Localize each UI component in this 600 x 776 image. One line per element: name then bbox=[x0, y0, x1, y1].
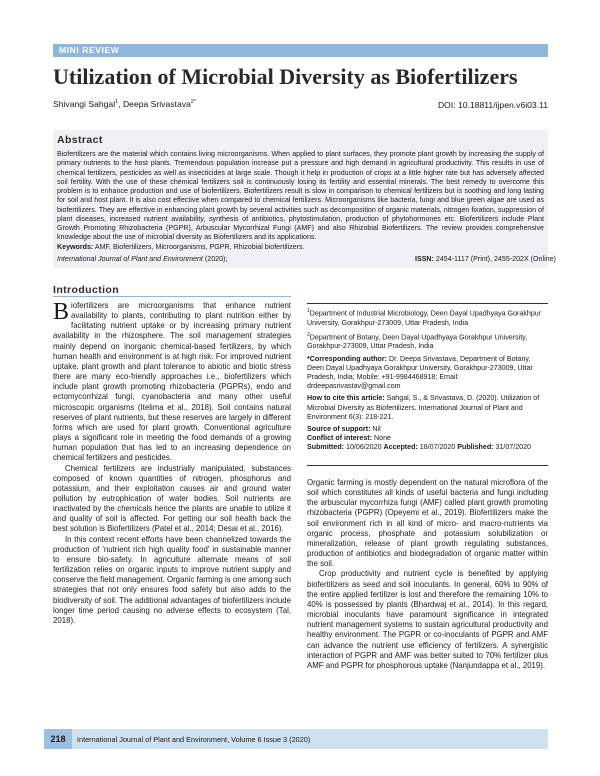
submitted-date: 10/06/2020 bbox=[344, 443, 384, 452]
affiliation-2 bbox=[307, 331, 548, 352]
aff2-sup: 2 bbox=[307, 331, 310, 338]
conflict-text: None bbox=[372, 434, 391, 443]
aff1-text: Department of Industrial Microbiology, Deen Dayal Upadhyaya Gorakhpur University, Gorakhpur-273009, Uttar Pradesh, India bbox=[307, 309, 542, 327]
submitted-label: Submitted: bbox=[307, 443, 345, 452]
doi: DOI: 10.18811/ijpen.v6i03.11 bbox=[437, 100, 548, 110]
support-text: Nil bbox=[370, 424, 381, 433]
abstract-heading: Abstract bbox=[57, 134, 103, 146]
drop-cap: B bbox=[53, 299, 70, 325]
support-label: Source of support: bbox=[307, 424, 371, 433]
journal-year: (2020); bbox=[202, 255, 228, 263]
source-of-support bbox=[307, 425, 548, 434]
author-2: , Deepa Srivastava bbox=[118, 99, 191, 109]
issn-value: 2454-1117 (Print), 2455-202X (Online) bbox=[433, 255, 556, 263]
published-date: 31/07/2020 bbox=[493, 443, 531, 452]
intro-p1-text: iofertilizers are microorganisms that enhance nutrient availability to plants, contributing to plant nutrition either by facilitating nutrient uptake or by increasing primary nutrient availability in the rhizosphere. The soil management strategies mainly depend on inorganic chemical-based fertilizers, by which human health and environment is at high risk. For improved nutrient uptake, plant growth and plant tolerance to abiotic and biotic stress there are many eco-friendly approaches i.e., biofertilizers which include plant growth promoting rhizobacteria (PGPRs), endo and ectomycorrhizal fungi, cyanobacteria and many other useful microscopic organisms (Itelima et al., 2018). Soil contains natural reserves of plant nutrients, but these reserves are largely in different forms which are used for plant growth. Conventional agriculture plays a significant role in meeting the food demands of a growing human population that has led to an increasing dependence on chemical fertilizers and pesticides. bbox=[53, 301, 291, 463]
keywords-list: AMF, Biofertilizers, Microorganisms, PGPR, Rhizobial biofertilizers. bbox=[93, 243, 305, 251]
author-1: Shivangi Sahgal bbox=[53, 99, 116, 109]
corr-text: Dr. Deepa Srivastava, Department of Botany, Deen Dayal Upadhyaya Gorakhpur University, Gorakhpur-273009, Uttar Pradesh, India; Mobile: +91-9984468918; Email: drdeepasrivastav@gmail.com bbox=[307, 354, 533, 391]
journal-name: International Journal of Plant and Environment bbox=[57, 255, 203, 263]
abstract-text: Biofertilizers are the material which contains living microorganisms. When applied to plant surfaces, they promote plant growth by increasing the supply of primary nutrients to the host plants. Tremendous population increase put a pressure and high demand in agricultural productivity. This results in use of chemical fertilizers, pesticides as well as insecticides at large scale. Though it help in production of crops at a little higher rate but has adversely affected soil fertility. With the use of these chemical fertilizers soil is continuously losing its fertility and essential minerals. The best remedy to overcome this problem is to enhance production and use of biofertilizers. Biofertilizers result is slow in comparison to chemical fertilizers but is soothing and long lasting for soil and host plant. It is also cost effective when compared to chemical fertilizers. Microorganisms like bacteria, fungi and blue green algae are used as biofertilizers. They are effective in enhancing plant growth by several activities such as decomposition of organic materials, nitrogen fixation, suppression of plant diseases, increased nutrient availability, synthesis of antibiotics, phytostimulation, production of phytohormones etc. Biofertilizers include Plant Growth Promoting Rhizobacteria (PGPR), Arbuscular Mycorrhizal Fungi (AMF) and also Rhizobial Biofertilizers. The review provides comprehensive knowledge about the use of microbial diversity as Biofertilizers and its applications. bbox=[57, 150, 544, 242]
accepted-label: Accepted: bbox=[383, 443, 418, 452]
dates bbox=[307, 443, 548, 452]
heading-rule bbox=[53, 296, 291, 297]
issn bbox=[415, 255, 556, 263]
cite-article bbox=[307, 394, 548, 422]
intro-paragraph-1 bbox=[53, 301, 291, 464]
aff2-text: Department of Botany, Deen Dayal Upadhyaya Gorakhpur University, Gorakhpur-273009, Uttar Pradesh, India bbox=[307, 333, 528, 351]
section-label: MINI REVIEW bbox=[53, 44, 548, 57]
keywords bbox=[57, 243, 544, 251]
intro-paragraph-3: In this context recent efforts have been channelized towards the production of 'nutrient rich high quality food' in sustainable manner to ensure bio-safety. In agriculture alternate means of soil fertilization relies on organic inputs to improve nutrient supply and conserve the field management. Organic farming is one among such strategies that not only ensures food safety but also adds to the biodiversity of soil. The additional advantages of biofertilizers include longer time period causing no adverse effects to ecosystem (Tal, 2018). bbox=[53, 534, 291, 625]
aff1-sup: 1 bbox=[307, 308, 310, 314]
right-paragraph-2: Crop productivity and nutrient cycle is benefited by applying biofertilizers as seed and soil inoculants. In general, 60% to 90% of the entire applied fertilizer is lost and therefore the remaining 10% to 40% is possessed by plants (Bhardwaj et al., 2014). In this regard, microbial inoculants have paramount significance in integrated nutrient management systems to sustain agricultural productivity and healthy environment. The PGPR or co-inoculants of PGPR and AMF can advance the nutrient use efficiency of fertilizers. A synergistic interaction of PGPR and AMF was better suited to 70% fertilizer plus AMF and PGPR for phosphorous uptake (Nanjundappa et al., 2019). bbox=[307, 569, 548, 670]
issn-label: ISSN: bbox=[415, 255, 434, 263]
page-number: 218 bbox=[44, 729, 72, 749]
article-title: Utilization of Microbial Diversity as Biofertilizers bbox=[53, 64, 518, 89]
author-2-sup: 2* bbox=[190, 99, 196, 106]
footer-journal: International Journal of Plant and Environment, Volume 6 Issue 3 (2020) bbox=[77, 735, 311, 744]
accepted-date: 18/07/2020 bbox=[417, 443, 458, 452]
author-1-sup: 1 bbox=[115, 99, 119, 106]
right-column bbox=[307, 478, 548, 671]
affiliation-1 bbox=[307, 307, 548, 328]
conflict-label: Conflict of interest: bbox=[307, 434, 373, 443]
affiliation-rule-top bbox=[307, 303, 548, 304]
cite-label: How to cite this article: bbox=[307, 394, 385, 403]
left-column bbox=[53, 301, 291, 626]
journal-citation bbox=[57, 255, 227, 263]
corresponding-author bbox=[307, 355, 548, 392]
corr-label: *Corresponding author: bbox=[307, 354, 387, 363]
introduction-heading: Introduction bbox=[53, 284, 120, 296]
published-label: Published: bbox=[457, 443, 494, 452]
affiliations bbox=[307, 307, 548, 453]
intro-paragraph-2: Chemical fertilizers are industrially manipulated, substances composed of known quantities of nitrogen, phosphorus and potassium, and their exploitation causes air and ground water pollution by eutrophication of water bodies. Soil nutrients are inactivated by the chemicals hence the plants are unable to utilize it and quality of soil is affected. For getting our soil health back the best solution is Biofertilizers (Patel et al., 2014; Desai et al., 2016). bbox=[53, 463, 291, 534]
right-paragraph-1: Organic farming is mostly dependent on the natural microflora of the soil which constitutes all kinds of useful bacteria and fungi including the arbuscular mycorrhiza fungi (AMF) called plant growth promoting rhizobacteria (PGPR) (Opeyemi et al., 2019). Biofertilizers make the soil environment rich in all kind of micro- and macro-nutrients via organic process, phosphate and potassium solubilization or mineralization, release of plant growth regulating substances, production of antibiotics and biodegradation of organic matter within the soil. bbox=[307, 478, 548, 569]
affiliation-rule-bottom bbox=[307, 465, 548, 466]
cite-text: Sahgal, S., & Srivastava, D. (2020). Utilization of Microbial Diversity as Biofertilizers. International Journal of Plant and Environment 6(3): 218-221. bbox=[307, 394, 540, 421]
keywords-label: Keywords: bbox=[57, 243, 94, 251]
conflict-of-interest bbox=[307, 434, 548, 443]
authors bbox=[53, 99, 196, 109]
